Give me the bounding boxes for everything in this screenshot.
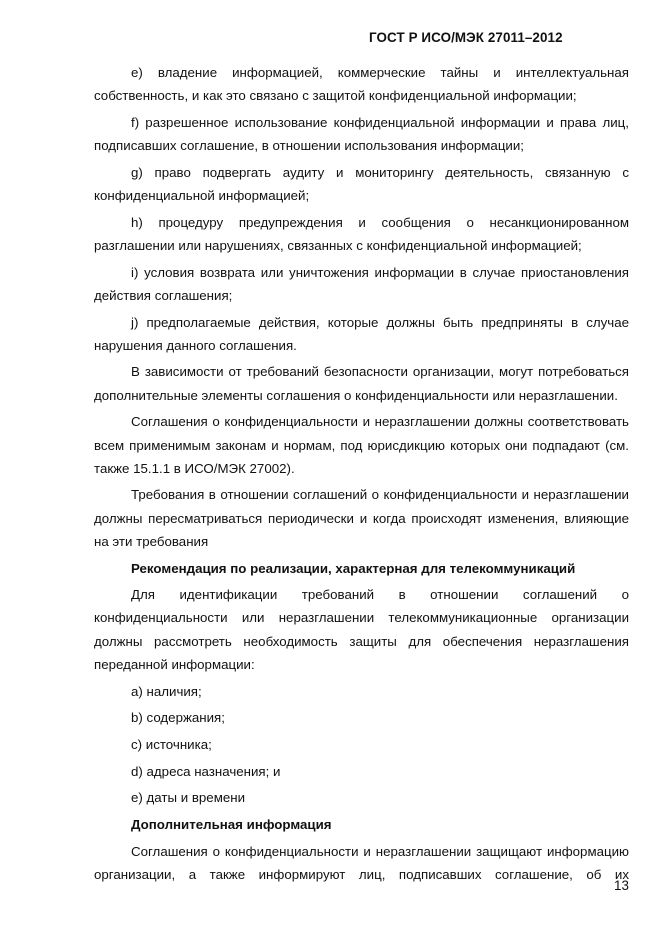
list-item-g: g) право подвергать аудиту и мониторингу деятельность, связанную с конфиденциальной информацией; <box>94 164 629 204</box>
document-header: ГОСТ Р ИСО/МЭК 27011–2012 <box>369 30 563 45</box>
list-item-j: j) предполагаемые действия, которые должны быть предприняты в случае нарушения данного соглашения. <box>94 314 629 353</box>
paragraph-additional-info: Соглашения о конфиденциальности и неразглашении защищают информацию организации, а также информируют лиц, подписавших соглашение, об их <box>94 843 629 882</box>
paragraph-additional-elements: В зависимости от требований безопасности организации, могут потребоваться дополнительные элементы соглашения о конфиденциальности или неразглашении. <box>94 364 629 403</box>
telecom-item-d: d) адреса назначения; и <box>131 763 281 779</box>
telecom-item-c: c) источника; <box>131 736 212 752</box>
telecom-item-e: e) даты и времени <box>131 790 246 806</box>
page-number: 13 <box>614 878 629 893</box>
document-body <box>94 61 629 890</box>
list-item-f: f) разрешенное использование конфиденциальной информации и права лиц, подписавших соглашение, в отношении использования информации; <box>94 114 629 154</box>
list-item-e: e) владение информацией, коммерческие тайны и интеллектуальная собственность, и как это связано с защитой конфиденциальной информации; <box>94 65 629 104</box>
telecom-item-b: b) содержания; <box>131 710 225 726</box>
paragraph-review: Требования в отношении соглашений о конфиденциальности и неразглашении должны пересматриваться периодически и когда происходят изменения, влияющие на эти требования <box>94 487 629 549</box>
heading-telecom-guidance: Рекомендация по реализации, характерная для телекоммуникаций <box>131 560 576 576</box>
telecom-item-a: a) наличия; <box>131 683 202 699</box>
paragraph-telecom-intro: Для идентификации требований в отношении соглашений о конфиденциальности или неразглашении телекоммуникационные организации должны рассмотреть необходимость защиты для обеспечения неразглашения переданной информации: <box>94 587 629 672</box>
heading-additional-info: Дополнительная информация <box>131 817 332 833</box>
list-item-h: h) процедуру предупреждения и сообщения о несанкционированном разглашении или нарушениях, связанных с конфиденциальной информацией; <box>94 214 629 253</box>
paragraph-compliance: Соглашения о конфиденциальности и неразглашении должны соответствовать всем применимым законам и нормам, под юрисдикцию которых они подпадают (см. также 15.1.1 в ИСО/МЭК 27002). <box>94 414 629 476</box>
list-item-i: i) условия возврата или уничтожения информации в случае приостановления действия соглашения; <box>94 264 629 303</box>
